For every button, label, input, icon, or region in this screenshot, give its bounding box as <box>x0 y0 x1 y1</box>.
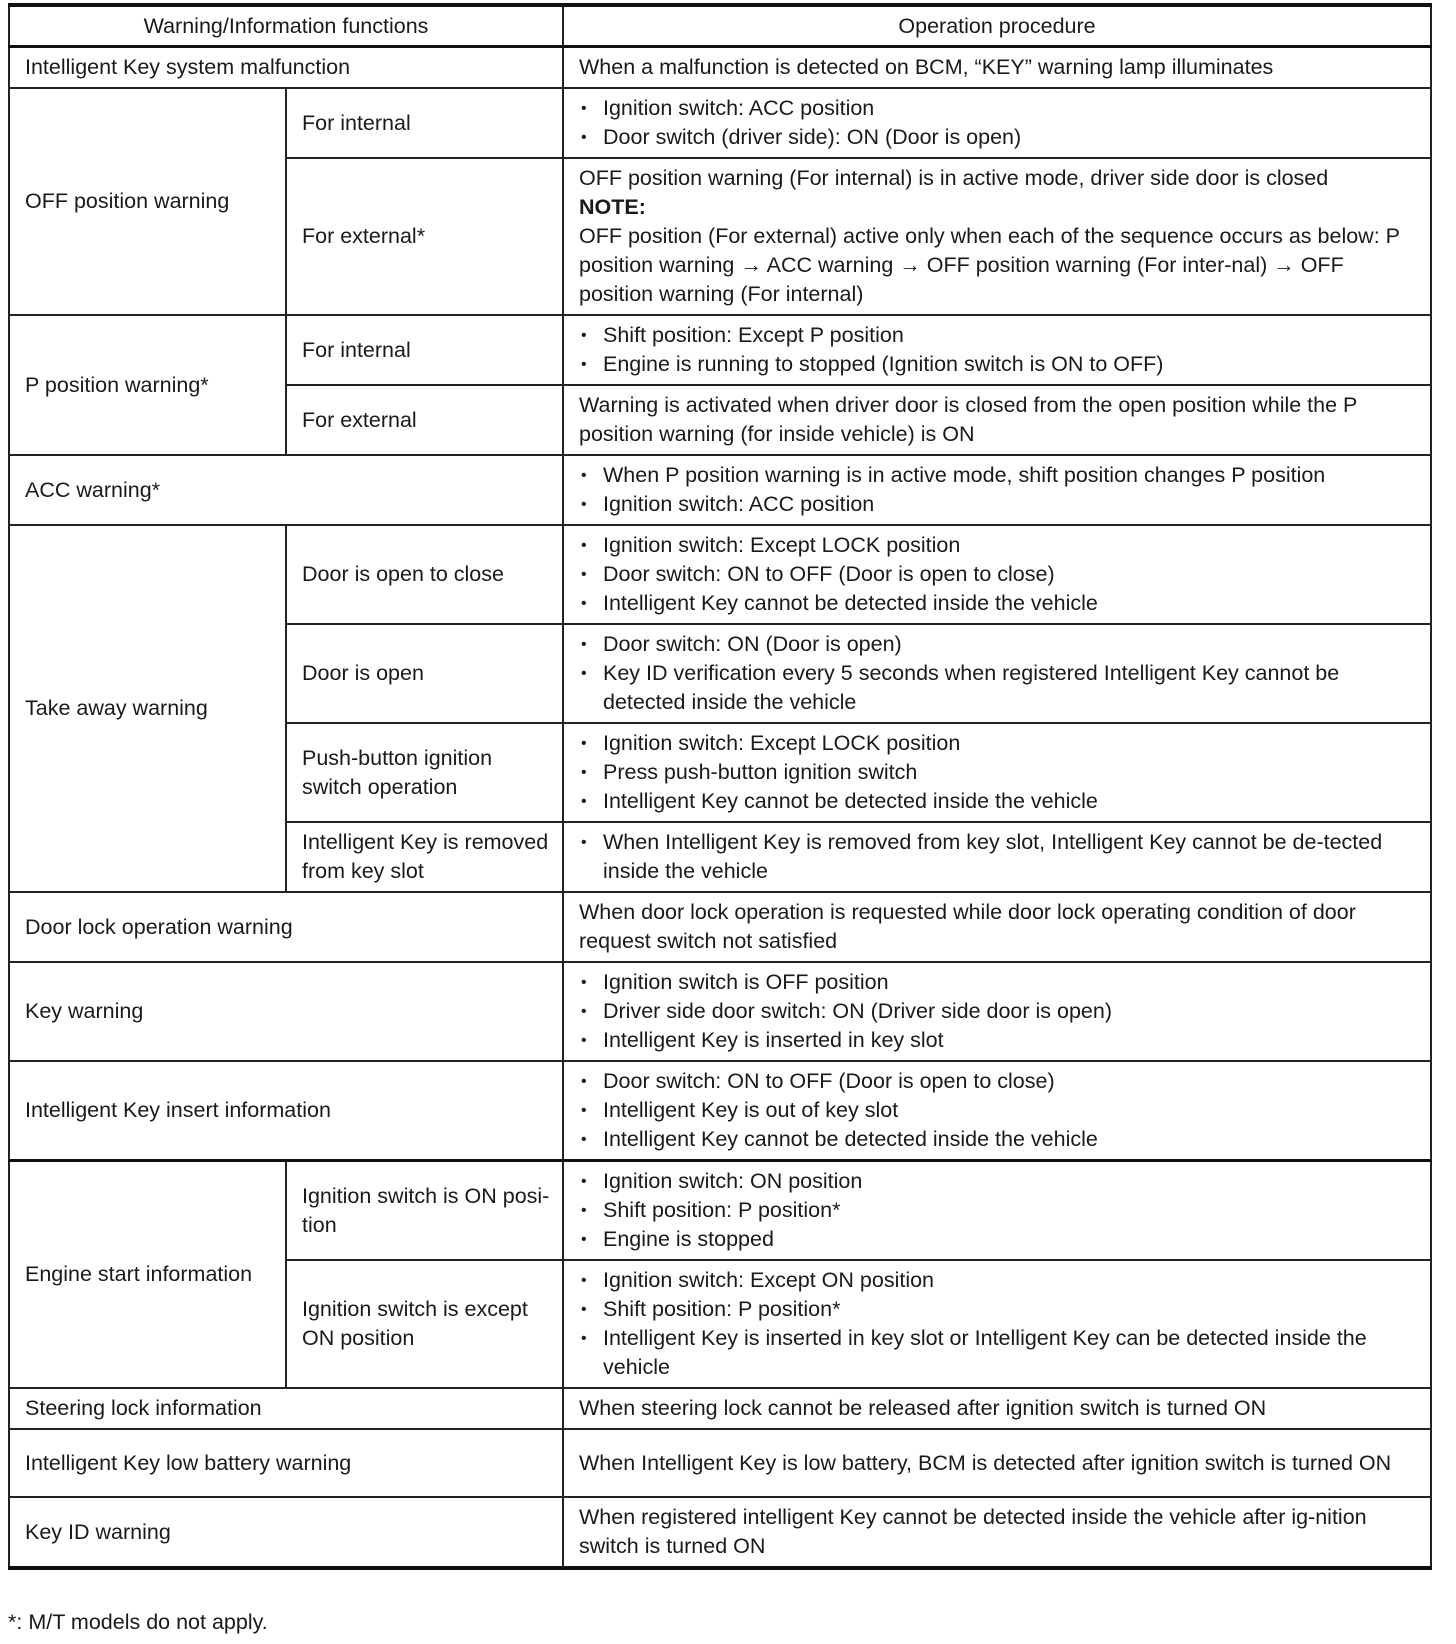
list-item: • When P position warning is in active mode, shift position changes P position <box>579 461 1420 490</box>
list-item: • Shift position: P position* <box>579 1295 1420 1324</box>
procedure-list <box>579 630 1420 717</box>
list-item: • Press push-button ignition switch <box>579 758 1420 787</box>
header-functions: Warning/Information functions <box>9 5 563 47</box>
procedure-cell <box>563 962 1431 1061</box>
list-item: • Intelligent Key is inserted in key slot or Intelligent Key can be detected inside the vehicle <box>579 1324 1420 1382</box>
function-cell: Steering lock information <box>9 1388 563 1429</box>
procedure-cell: When steering lock cannot be released after ignition switch is turned ON <box>563 1388 1431 1429</box>
procedure-cell: When door lock operation is requested while door lock operating condition of door request switch not satisfied <box>563 892 1431 962</box>
list-item: • Intelligent Key cannot be detected inside the vehicle <box>579 787 1420 816</box>
list-item: • Driver side door switch: ON (Driver side door is open) <box>579 997 1420 1026</box>
table-row <box>9 47 1431 89</box>
list-item: • Engine is stopped <box>579 1225 1420 1254</box>
condition-cell: For internal <box>286 315 563 385</box>
condition-cell: Ignition switch is except ON position <box>286 1260 563 1388</box>
list-item: • Ignition switch is OFF position <box>579 968 1420 997</box>
condition-cell: Door is open <box>286 624 563 723</box>
procedure-list <box>579 94 1420 152</box>
table-row <box>9 525 1431 624</box>
procedure-cell <box>563 1061 1431 1161</box>
list-item: • Key ID verification every 5 seconds when registered Intelligent Key cannot be detected inside the vehicle <box>579 659 1420 717</box>
procedure-list <box>579 321 1420 379</box>
procedure-cell <box>563 88 1431 158</box>
procedure-cell: Warning is activated when driver door is closed from the open position while the P position warning (for inside vehicle) is ON <box>563 385 1431 455</box>
function-cell: ACC warning* <box>9 455 563 525</box>
procedure-cell <box>563 723 1431 822</box>
table-header-row <box>9 5 1431 47</box>
condition-cell: For external <box>286 385 563 455</box>
procedure-cell <box>563 525 1431 624</box>
function-cell: Take away warning <box>9 525 286 892</box>
procedure-cell <box>563 315 1431 385</box>
function-cell: P position warning* <box>9 315 286 455</box>
list-item: • Shift position: P position* <box>579 1196 1420 1225</box>
function-cell: Key ID warning <box>9 1497 563 1568</box>
table-row <box>9 1388 1431 1429</box>
procedure-list <box>579 968 1420 1055</box>
table-row <box>9 1429 1431 1497</box>
condition-cell: Ignition switch is ON posi-tion <box>286 1161 563 1261</box>
table-row <box>9 455 1431 525</box>
procedure-text: OFF position warning (For internal) is in active mode, driver side door is closed <box>579 166 1329 190</box>
procedure-cell: When Intelligent Key is low battery, BCM is detected after ignition switch is turned ON <box>563 1429 1431 1497</box>
list-item: • Shift position: Except P position <box>579 321 1420 350</box>
function-cell: Engine start information <box>9 1161 286 1389</box>
procedure-list <box>579 1266 1420 1382</box>
list-item: • Door switch: ON to OFF (Door is open to close) <box>579 560 1420 589</box>
procedure-cell <box>563 822 1431 892</box>
warning-functions-table <box>8 3 1432 1570</box>
list-item: • Ignition switch: Except LOCK position <box>579 729 1420 758</box>
list-item: • Intelligent Key is out of key slot <box>579 1096 1420 1125</box>
procedure-cell <box>563 455 1431 525</box>
procedure-cell: When a malfunction is detected on BCM, “KEY” warning lamp illuminates <box>563 47 1431 89</box>
function-cell: Intelligent Key low battery warning <box>9 1429 563 1497</box>
condition-cell: Push-button ignition switch operation <box>286 723 563 822</box>
list-item: • Door switch (driver side): ON (Door is open) <box>579 123 1420 152</box>
condition-cell: Door is open to close <box>286 525 563 624</box>
procedure-list <box>579 1067 1420 1154</box>
table-row <box>9 962 1431 1061</box>
function-cell: Key warning <box>9 962 563 1061</box>
list-item: • Ignition switch: ACC position <box>579 490 1420 519</box>
procedure-cell: When registered intelligent Key cannot be detected inside the vehicle after ig-nition switch is turned ON <box>563 1497 1431 1568</box>
condition-cell: Intelligent Key is removed from key slot <box>286 822 563 892</box>
table-row <box>9 1497 1431 1568</box>
footnote: *: M/T models do not apply. <box>8 1610 268 1634</box>
function-cell: OFF position warning <box>9 88 286 315</box>
procedure-list <box>579 461 1420 519</box>
function-cell: Intelligent Key insert information <box>9 1061 563 1161</box>
table-row <box>9 1061 1431 1161</box>
document-page <box>8 3 1430 1570</box>
procedure-cell <box>563 158 1431 315</box>
list-item: • Ignition switch: Except ON position <box>579 1266 1420 1295</box>
list-item: • Ignition switch: Except LOCK position <box>579 531 1420 560</box>
list-item: • Ignition switch: ACC position <box>579 94 1420 123</box>
list-item: • Door switch: ON (Door is open) <box>579 630 1420 659</box>
table-row <box>9 315 1431 385</box>
table-row <box>9 1161 1431 1261</box>
procedure-cell <box>563 1161 1431 1261</box>
list-item: • Ignition switch: ON position <box>579 1167 1420 1196</box>
procedure-list <box>579 828 1420 886</box>
procedure-cell <box>563 1260 1431 1388</box>
list-item: • Engine is running to stopped (Ignition switch is ON to OFF) <box>579 350 1420 379</box>
procedure-list <box>579 1167 1420 1254</box>
table-row <box>9 892 1431 962</box>
condition-cell: For internal <box>286 88 563 158</box>
list-item: • When Intelligent Key is removed from key slot, Intelligent Key cannot be de-tected inside the vehicle <box>579 828 1420 886</box>
procedure-cell <box>563 624 1431 723</box>
function-cell: Door lock operation warning <box>9 892 563 962</box>
procedure-list <box>579 531 1420 618</box>
function-cell: Intelligent Key system malfunction <box>9 47 563 89</box>
procedure-list <box>579 729 1420 816</box>
list-item: • Intelligent Key is inserted in key slot <box>579 1026 1420 1055</box>
list-item: • Door switch: ON to OFF (Door is open to close) <box>579 1067 1420 1096</box>
note-text: OFF position (For external) active only when each of the sequence occurs as below: P position warning → ACC warning → OFF position warning (For inter-nal) → OFF position warning (For internal) <box>579 224 1400 306</box>
table-row <box>9 88 1431 158</box>
list-item: • Intelligent Key cannot be detected inside the vehicle <box>579 589 1420 618</box>
note-label: NOTE: <box>579 195 646 219</box>
condition-cell: For external* <box>286 158 563 315</box>
list-item: • Intelligent Key cannot be detected inside the vehicle <box>579 1125 1420 1154</box>
header-procedure: Operation procedure <box>563 5 1431 47</box>
